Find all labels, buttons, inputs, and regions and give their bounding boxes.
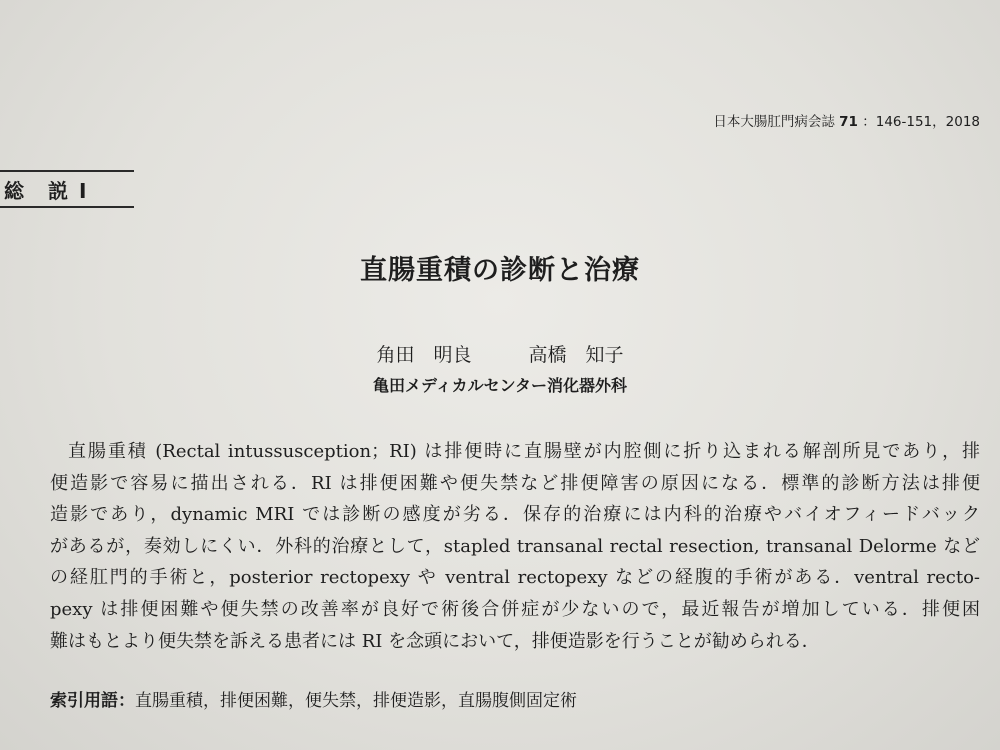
abstract	[50, 436, 980, 657]
journal-name: 日本大腸肛門病会誌	[713, 114, 835, 130]
article-authors: 角田 明良 高橋 知子	[376, 344, 624, 366]
abstract-line: の経肛門的手術と，posterior rectopexy や ventral rectopexy などの経腹的手術がある．ventral recto-	[50, 567, 980, 589]
journal-volume: 71	[839, 114, 858, 130]
abstract-line: があるが，奏効しにくい．外科的治療として，stapled transanal rectal resection, transanal Delorme など	[50, 535, 980, 557]
keywords-terms: 直腸重積，排便困難，便失禁，排便造影，直腸腹側固定術	[135, 691, 577, 711]
section-rule-top	[0, 170, 134, 172]
keywords	[50, 686, 577, 711]
keywords-label: 索引用語：	[50, 691, 135, 711]
abstract-line: pexy は排便困難や便失禁の改善率が良好で術後合併症が少ないので，最近報告が増加している．排便困	[50, 598, 980, 620]
section-rule-bottom	[0, 206, 134, 208]
abstract-line: 難はもとより便失禁を訴える患者には RI を念頭において，排便造影を行うことが勧められる．	[50, 630, 820, 652]
abstract-line: 便造影で容易に描出される．RI は排便困難や便失禁など排便障害の原因になる．標準的診断方法は排便	[50, 472, 980, 494]
journal-citation	[713, 110, 980, 130]
abstract-line: 造影であり，dynamic MRI では診断の感度が劣る．保存的治療には内科的治療やバイオフィードバック	[50, 504, 980, 526]
journal-pages-year: ：146-151，2018	[862, 114, 980, 130]
section-label: 総 説 I	[4, 179, 89, 203]
abstract-line: 直腸重積 (Rectal intussusception；RI) は排便時に直腸壁が内腔側に折り込まれる解剖所見であり，排	[68, 441, 980, 462]
article-affiliation: 亀田メディカルセンター消化器外科	[372, 376, 628, 395]
article-title: 直腸重積の診断と治療	[360, 255, 640, 286]
